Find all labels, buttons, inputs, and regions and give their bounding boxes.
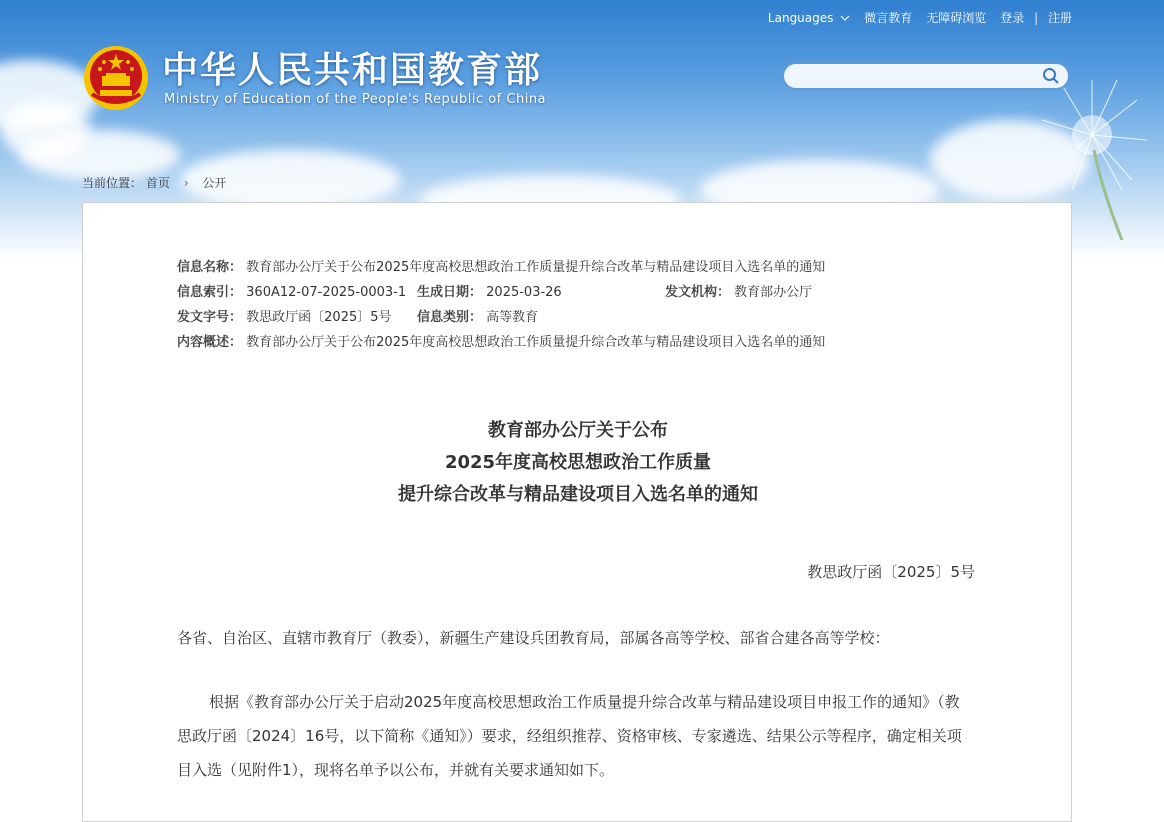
breadcrumb-prefix: 当前位置： bbox=[82, 176, 143, 190]
org-label: 发文机构： bbox=[665, 285, 731, 300]
summary-label: 内容概述： bbox=[177, 335, 243, 350]
site-logo[interactable] bbox=[82, 44, 546, 112]
site-title-cn: 中华人民共和国教育部 bbox=[162, 49, 543, 91]
title-line-1: 教育部办公厅关于公布 bbox=[488, 420, 668, 441]
languages-link[interactable]: Languages bbox=[768, 11, 850, 25]
docno-value: 教思政厅函〔2025〕5号 bbox=[246, 310, 392, 325]
docno-label: 发文字号： bbox=[177, 310, 243, 325]
search-icon[interactable] bbox=[1042, 67, 1060, 85]
meta-row-name bbox=[177, 255, 825, 280]
date-label: 生成日期： bbox=[417, 285, 483, 300]
document-title bbox=[83, 415, 1073, 511]
body-paragraph: 根据《教育部办公厅关于启动2025年度高校思想政治工作质量提升综合改革与精品建设项目申报工作的通知》（教思政厅函〔2024〕16号，以下简称《通知》）要求，经组织推荐、资格审核、专家遴选、结果公示等程序，确定相关项目入选（见附件1），现将名单予以公布，并就有关要求通知如下。 bbox=[177, 693, 962, 779]
site-title-en: Ministry of Education of the People's Republic of China bbox=[164, 91, 547, 107]
meta-row-index bbox=[177, 280, 825, 305]
login-link[interactable]: 登录 bbox=[1000, 11, 1025, 25]
title-line-3: 提升综合改革与精品建设项目入选名单的通知 bbox=[398, 484, 758, 505]
category-value: 高等教育 bbox=[486, 310, 539, 325]
chevron-right-icon: › bbox=[183, 176, 189, 190]
content-panel bbox=[82, 202, 1072, 822]
meta-row-summary bbox=[177, 330, 825, 355]
index-value: 360A12-07-2025-0003-1 bbox=[246, 285, 407, 300]
date-value: 2025-03-26 bbox=[486, 285, 562, 300]
index-label: 信息索引： bbox=[177, 285, 243, 300]
category-label: 信息类别： bbox=[417, 310, 483, 325]
name-value: 教育部办公厅关于公布2025年度高校思想政治工作质量提升综合改革与精品建设项目入选名单的通知 bbox=[246, 260, 826, 275]
breadcrumb-home[interactable]: 首页 bbox=[145, 176, 170, 190]
accessibility-link[interactable]: 无障碍浏览 bbox=[926, 11, 987, 25]
org-value: 教育部办公厅 bbox=[734, 285, 813, 300]
salutation: 各省、自治区、直辖市教育厅（教委），新疆生产建设兵团教育局，部属各高等学校、部省合建各高等学校： bbox=[177, 629, 890, 647]
meta-row-docno bbox=[177, 305, 825, 330]
search-input[interactable] bbox=[796, 64, 1040, 90]
breadcrumb-current[interactable]: 公开 bbox=[202, 176, 227, 190]
name-label: 信息名称： bbox=[177, 260, 243, 275]
document-number: 教思政厅函〔2025〕5号 bbox=[807, 563, 975, 581]
divider: | bbox=[1034, 11, 1039, 25]
chevron-down-icon bbox=[840, 15, 850, 22]
metadata-table bbox=[177, 255, 825, 355]
breadcrumb bbox=[82, 174, 226, 191]
summary-value: 教育部办公厅关于公布2025年度高校思想政治工作质量提升综合改革与精品建设项目入选名单的通知 bbox=[246, 335, 826, 350]
top-links bbox=[768, 9, 1072, 26]
national-emblem-icon bbox=[82, 44, 150, 112]
register-link[interactable]: 注册 bbox=[1047, 11, 1072, 25]
title-line-2: 2025年度高校思想政治工作质量 bbox=[444, 452, 712, 473]
weiyan-jiaoyu-link[interactable]: 微言教育 bbox=[864, 11, 913, 25]
search-box bbox=[782, 62, 1070, 90]
